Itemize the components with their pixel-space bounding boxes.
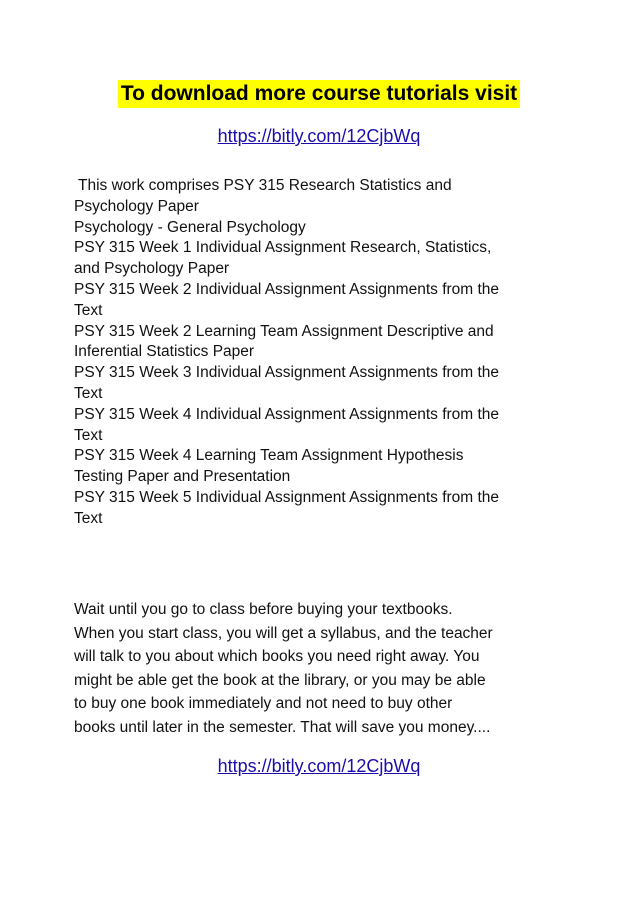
course-list-line: PSY 315 Week 3 Individual Assignment Assignments from the bbox=[74, 364, 500, 382]
top-download-link[interactable]: https://bitly.com/12CjbWq bbox=[217, 126, 421, 146]
advice-line: might be able get the book at the library, or you may be able bbox=[74, 671, 486, 689]
title-container bbox=[0, 80, 638, 108]
bottom-link-container bbox=[0, 754, 638, 778]
course-list-line: PSY 315 Week 4 Individual Assignment Assignments from the bbox=[74, 405, 500, 423]
advice-line: will talk to you about which books you need right away. You bbox=[74, 648, 480, 665]
advice-paragraph bbox=[74, 598, 569, 739]
course-list-line: PSY 315 Week 5 Individual Assignment Assignments from the bbox=[74, 488, 500, 506]
course-list-line: PSY 315 Week 2 Individual Assignment Assignments from the bbox=[74, 280, 500, 298]
advice-line: to buy one book immediately and not need to buy other bbox=[74, 695, 453, 712]
course-list-line: Text bbox=[74, 384, 103, 402]
course-list-line: Testing Paper and Presentation bbox=[74, 468, 291, 486]
course-list bbox=[74, 176, 569, 530]
course-list-line: Psychology - General Psychology bbox=[74, 218, 306, 236]
course-list-line: PSY 315 Week 2 Learning Team Assignment Descriptive and bbox=[74, 322, 494, 340]
course-list-line: Psychology Paper bbox=[74, 197, 199, 215]
course-list-line: PSY 315 Week 4 Learning Team Assignment Hypothesis bbox=[74, 447, 464, 465]
course-list-line: PSY 315 Week 1 Individual Assignment Research, Statistics, bbox=[74, 239, 492, 257]
course-list-line: This work comprises PSY 315 Research Statistics and bbox=[78, 177, 452, 194]
page-title: To download more course tutorials visit bbox=[118, 80, 520, 108]
bottom-download-link[interactable]: https://bitly.com/12CjbWq bbox=[217, 756, 421, 776]
advice-line: When you start class, you will get a syllabus, and the teacher bbox=[74, 624, 493, 642]
course-list-line: Text bbox=[74, 301, 103, 319]
advice-line: Wait until you go to class before buying your textbooks. bbox=[74, 601, 453, 618]
course-list-line: and Psychology Paper bbox=[74, 260, 230, 278]
advice-line: books until later in the semester. That will save you money.... bbox=[74, 718, 491, 736]
top-link-container bbox=[0, 124, 638, 148]
course-list-line: Text bbox=[74, 426, 103, 444]
course-list-line: Inferential Statistics Paper bbox=[74, 343, 255, 361]
course-list-line: Text bbox=[74, 509, 103, 527]
